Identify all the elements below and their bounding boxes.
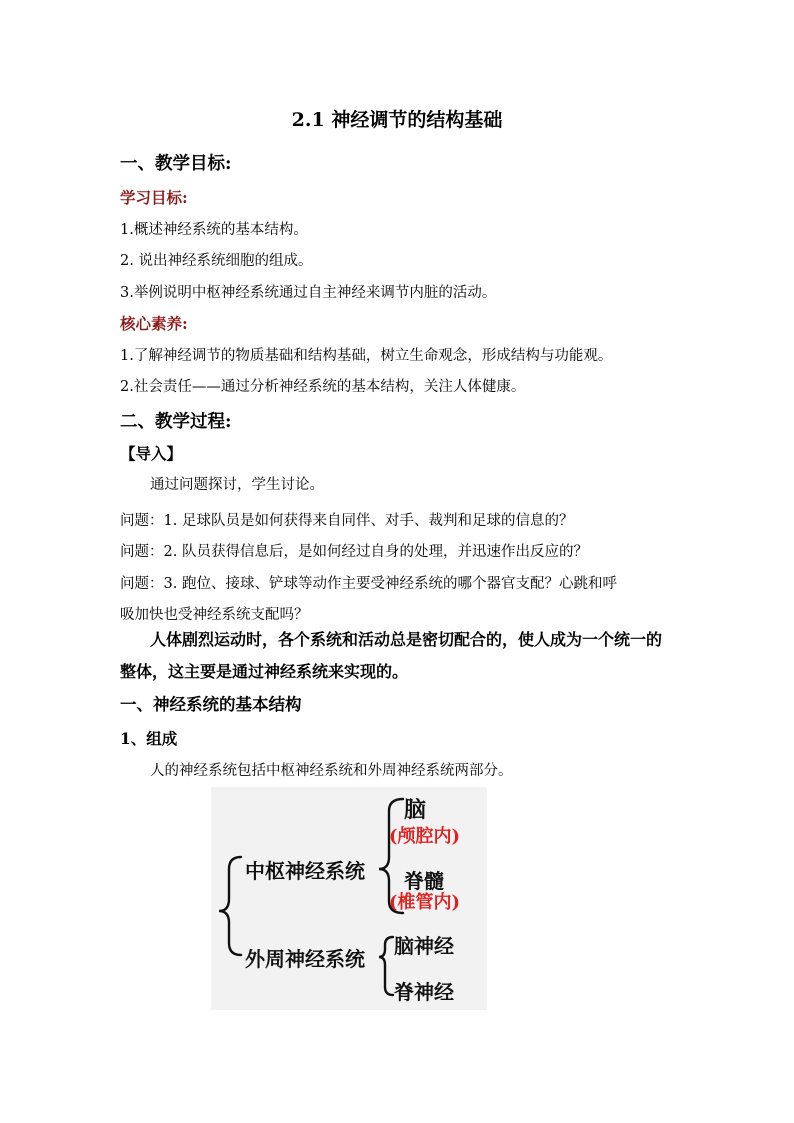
question-1: 问题：1. 足球队员是如何获得来自同伴、对手、裁判和足球的信息的？	[120, 513, 574, 529]
main-brace	[219, 857, 241, 955]
composition-text: 人的神经系统包括中枢神经系统和外周神经系统两部分。	[150, 763, 513, 779]
cranial-nerves-label: 脑神经	[394, 934, 454, 958]
peripheral-brace	[379, 937, 393, 995]
learning-goal-2: 2. 说出神经系统细胞的组成。	[120, 253, 313, 269]
bold-summary-line-1: 人体剧烈运动时，各个系统和活动总是密切配合的，使人成为一个统一的	[150, 630, 663, 649]
core-literacy-label: 核心素养:	[120, 314, 188, 333]
question-3: 问题：3. 跑位、接球、铲球等动作主要受神经系统的哪个器官支配？心跳和呼	[120, 576, 617, 592]
peripheral-nervous-system-label: 外周神经系统	[245, 947, 365, 971]
learning-goals-label: 学习目标:	[120, 188, 188, 207]
question-3-continued: 吸加快也受神经系统支配吗？	[120, 607, 309, 623]
spinal-cord-label: 脊髓	[404, 869, 444, 893]
core-literacy-2: 2.社会责任——通过分析神经系统的基本结构，关注人体健康。	[120, 379, 526, 395]
learning-goal-1: 1.概述神经系统的基本结构。	[120, 222, 308, 238]
intro-label: 【导入】	[120, 444, 183, 463]
section-heading-objectives: 一、教学目标:	[120, 154, 232, 174]
question-2: 问题：2. 队员获得信息后，是如何经过自身的处理，并迅速作出反应的？	[120, 544, 588, 560]
bold-summary-line-2: 整体，这主要是通过神经系统来实现的。	[120, 662, 409, 681]
nervous-system-diagram	[211, 787, 487, 1010]
learning-goal-3: 3.举例说明中枢神经系统通过自主神经来调节内脏的活动。	[120, 285, 497, 301]
central-nervous-system-label: 中枢神经系统	[245, 859, 365, 883]
sub-heading-composition: 1、组成	[120, 729, 178, 748]
spinal-nerves-label: 脊神经	[394, 980, 454, 1004]
spinal-cord-location-note: (椎管内)	[389, 892, 461, 913]
brain-location-note: (颅腔内)	[389, 826, 461, 847]
section-heading-process: 二、教学过程:	[120, 412, 232, 432]
core-literacy-1: 1.了解神经调节的物质基础和结构基础，树立生命观念，形成结构与功能观。	[120, 348, 613, 364]
brain-label: 脑	[404, 797, 427, 823]
section-heading-structure: 一、神经系统的基本结构	[120, 695, 302, 714]
intro-text: 通过问题探讨，学生讨论。	[150, 477, 324, 493]
page-title: 2.1 神经调节的结构基础	[291, 109, 503, 131]
